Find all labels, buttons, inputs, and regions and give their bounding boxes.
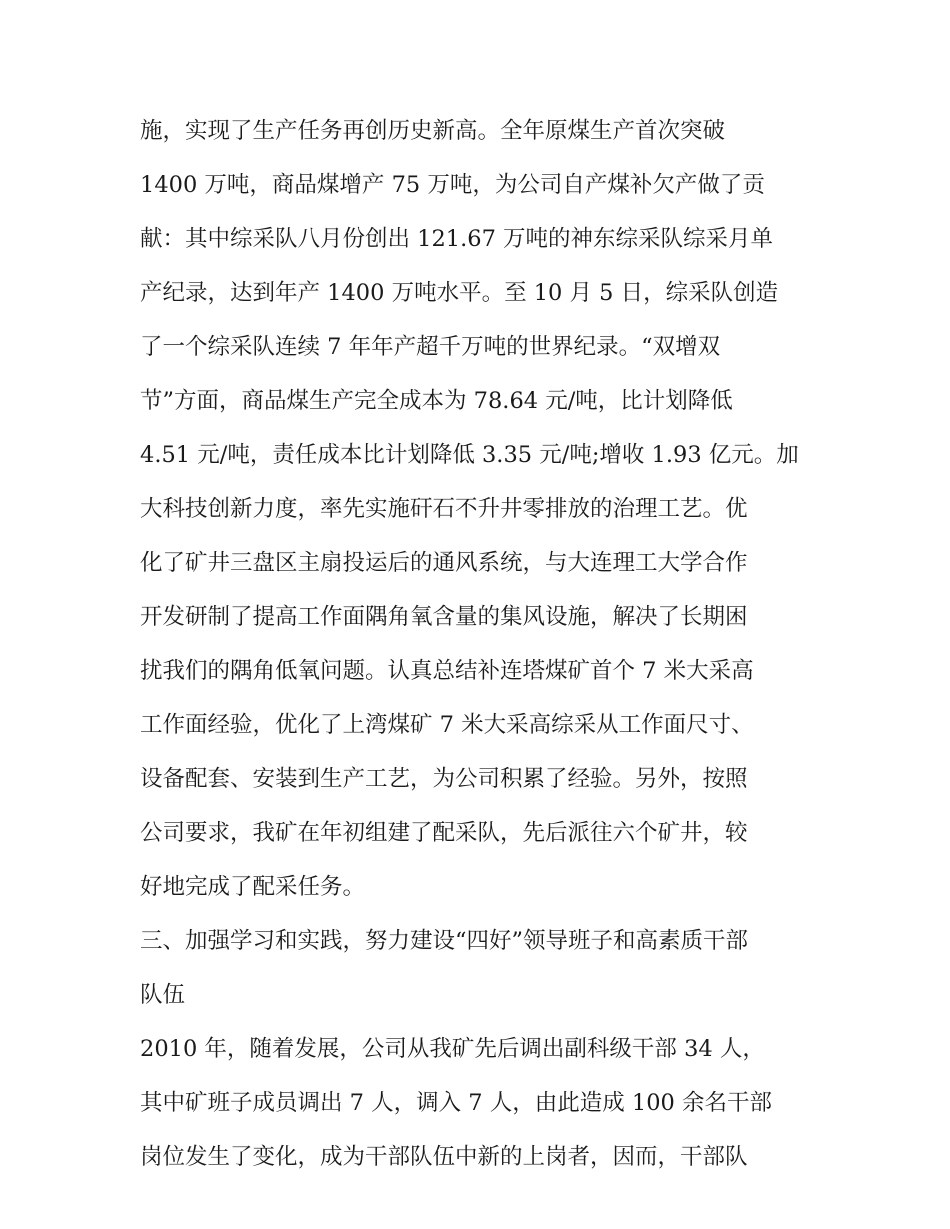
text-line: 2010 年，随着发展，公司从我矿先后调出副科级干部 34 人， [140,1036,765,1062]
text-line: 献：其中综采队八月份创出 121.67 万吨的神东综采队综采月单 [140,226,774,252]
text-line: 产纪录，达到年产 1400 万吨水平。至 10 月 5 日，综采队创造 [140,280,779,306]
text-line: 了一个综采队连续 7 年年产超千万吨的世界纪录。“双增双 [140,334,721,360]
text-line: 施，实现了生产任务再创历史新高。全年原煤生产首次突破 [140,118,726,144]
text-line: 工作面经验，优化了上湾煤矿 7 米大采高综采从工作面尺寸、 [140,712,754,738]
section-heading: 三、加强学习和实践，努力建设“四好”领导班子和高素质干部 [140,928,749,954]
text-line: 4.51 元/吨，责任成本比计划降低 3.35 元/吨;增收 1.93 亿元。加 [140,442,799,468]
text-line: 开发研制了提高工作面隅角氧含量的集风设施，解决了长期困 [140,604,748,630]
text-line: 其中矿班子成员调出 7 人，调入 7 人，由此造成 100 余名干部 [140,1090,772,1116]
text-line: 岗位发生了变化，成为干部队伍中新的上岗者，因而，干部队 [140,1144,748,1170]
text-line: 1400 万吨，商品煤增产 75 万吨，为公司自产煤补欠产做了贡 [140,172,765,198]
section-heading: 队伍 [140,982,186,1008]
text-line: 节”方面，商品煤生产完全成本为 78.64 元/吨，比计划降低 [140,388,733,414]
text-line: 公司要求，我矿在年初组建了配采队，先后派往六个矿井，较 [140,820,748,846]
text-line: 大科技创新力度，率先实施矸石不升井零排放的治理工艺。优 [140,496,748,522]
text-line: 扰我们的隅角低氧问题。认真总结补连塔煤矿首个 7 米大采高 [140,658,754,684]
text-line: 设备配套、安装到生产工艺，为公司积累了经验。另外，按照 [140,766,748,792]
text-line: 化了矿井三盘区主扇投运后的通风系统，与大连理工大学合作 [140,550,748,576]
body-text [140,104,830,1184]
text-line: 好地完成了配采任务。 [140,874,366,900]
